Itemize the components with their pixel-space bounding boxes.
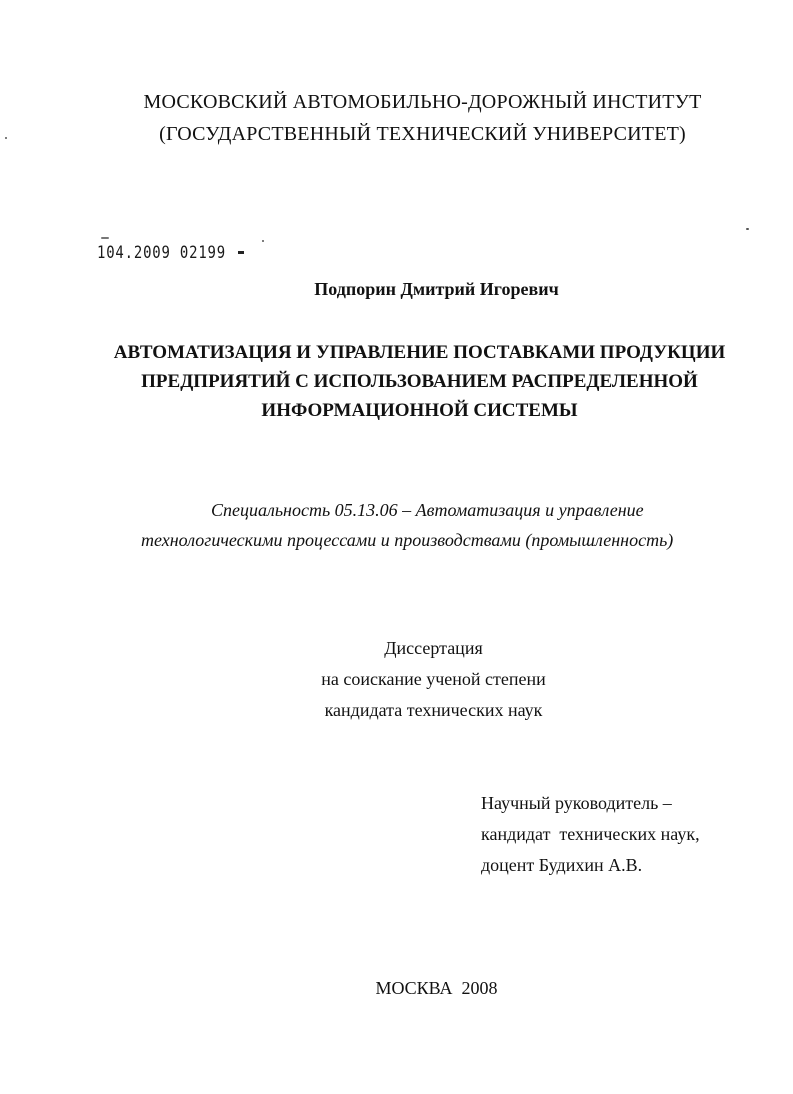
supervisor-line: Научный руководитель – — [481, 793, 672, 813]
supervisor-block — [481, 788, 700, 881]
stamp-mark — [238, 251, 244, 254]
title-line: АВТОМАТИЗАЦИЯ И УПРАВЛЕНИЕ ПОСТАВКАМИ ПРОДУКЦИИ — [113, 342, 726, 363]
institute-subtitle: (ГОСУДАРСТВЕННЫЙ ТЕХНИЧЕСКИЙ УНИВЕРСИТЕТ) — [159, 123, 686, 145]
title-line: ИНФОРМАЦИОННОЙ СИСТЕМЫ — [261, 400, 578, 421]
specialty-line: технологическими процессами и производствами (промышленность) — [141, 530, 674, 550]
specialty-line: Специальность 05.13.06 – Автоматизация и управление — [211, 500, 644, 520]
degree-line: Диссертация — [384, 638, 483, 658]
supervisor-line: доцент Будихин А.В. — [481, 855, 643, 875]
scan-speck — [262, 240, 264, 242]
institute-name: МОСКОВСКИЙ АВТОМОБИЛЬНО-ДОРОЖНЫЙ ИНСТИТУТ — [143, 91, 702, 113]
degree-line: на соискание ученой степени — [321, 669, 546, 689]
city-year: МОСКВА 2008 — [375, 978, 498, 998]
title-line: ПРЕДПРИЯТИЙ С ИСПОЛЬЗОВАНИЕМ РАСПРЕДЕЛЕННОЙ — [141, 371, 698, 392]
supervisor-line: кандидат технических наук, — [481, 824, 700, 844]
author-name: Подпорин Дмитрий Игоревич — [314, 279, 559, 299]
scan-speck — [5, 137, 7, 139]
degree-statement — [0, 633, 793, 726]
specialty-block — [0, 495, 793, 555]
registration-stamp: 104.2009 02199 — [97, 243, 226, 263]
degree-line: кандидата технических наук — [324, 700, 543, 720]
dissertation-title — [0, 338, 793, 425]
institute-heading — [0, 86, 793, 150]
scan-speck — [746, 228, 749, 230]
scan-speck — [101, 237, 109, 239]
